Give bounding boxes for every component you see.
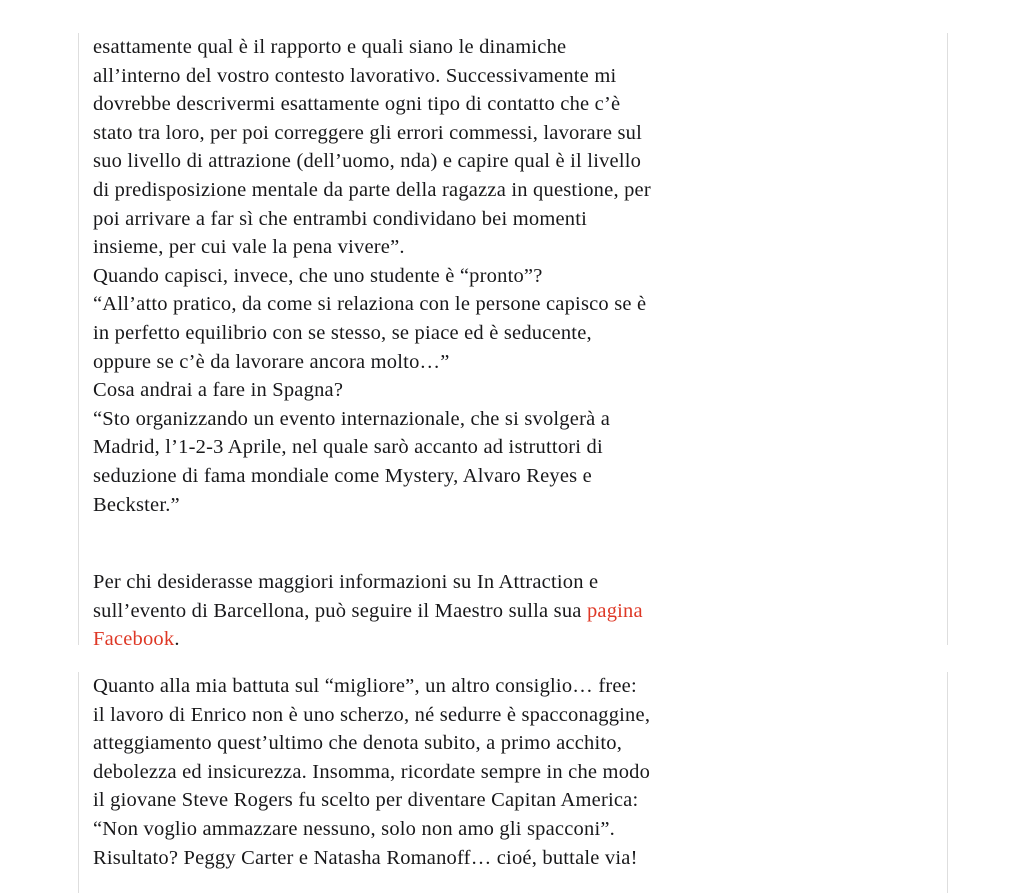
closing-info-lead-text: Per chi desiderasse maggiori informazioni su In Attraction e sull’evento di Barcellona, può seguire il Maestro sulla sua	[93, 571, 599, 622]
article-main-block	[78, 33, 948, 651]
closing-info-paragraph	[93, 568, 653, 654]
facebook-page-link[interactable]: pagina Facebook	[93, 599, 643, 651]
closing-info-trailing-text: .	[174, 628, 180, 651]
interview-answer-when-student-ready: “All’atto pratico, da come si relaziona con le persone capisco se è in perfetto equilibrio con se stesso, se piace ed è seducente, oppure se c’è da lavorare ancora molto…”	[93, 293, 647, 373]
article-main-text-column	[93, 33, 653, 654]
editor-note-paragraph: Quanto alla mia battuta sul “migliore”, un altro consiglio… free: il lavoro di Enrico non è uno scherzo, né sedurre è spacconaggine, atteggiamento quest’ultimo che denota subito, a primo acchito, debolezza ed insicurezza. Insomma, ricordate sempre in che modo il giovane Steve Rogers fu scelto per diventare Capitan America: “Non voglio ammazzare nessuno, solo non amo gli spacconi”. Risultato? Peggy Carter e Natasha Romanoff… cioé, buttale via!	[93, 675, 651, 869]
interview-answer-spain: “Sto organizzando un evento internazionale, che si svolgerà a Madrid, l’1-2-3 Aprile, nel quale sarò accanto ad istruttori di seduzione di fama mondiale come Mystery, Alvaro Reyes e Beckster.”	[93, 407, 611, 516]
paragraph-spacer	[93, 519, 653, 568]
article-coda-block	[78, 672, 948, 893]
article-coda-text-column	[93, 672, 653, 872]
interview-question-when-student-ready: Quando capisci, invece, che uno studente è “pronto”?	[93, 264, 543, 287]
interview-question-spain: Cosa andrai a fare in Spagna?	[93, 379, 344, 402]
body-paragraph-interview-continuation: esattamente qual è il rapporto e quali siano le dinamiche all’interno del vostro contesto lavorativo. Successivamente mi dovrebbe descrivermi esattamente ogni tipo di contatto che c’è stato tra loro, per poi correggere gli errori commessi, lavorare sul suo livello di attrazione (dell’uomo, nda) e capire qual è il livello di predisposizione mentale da parte della ragazza in questione, per poi arrivare a far sì che entrambi condividano bei momenti insieme, per cui vale la pena vivere”.	[93, 36, 651, 259]
